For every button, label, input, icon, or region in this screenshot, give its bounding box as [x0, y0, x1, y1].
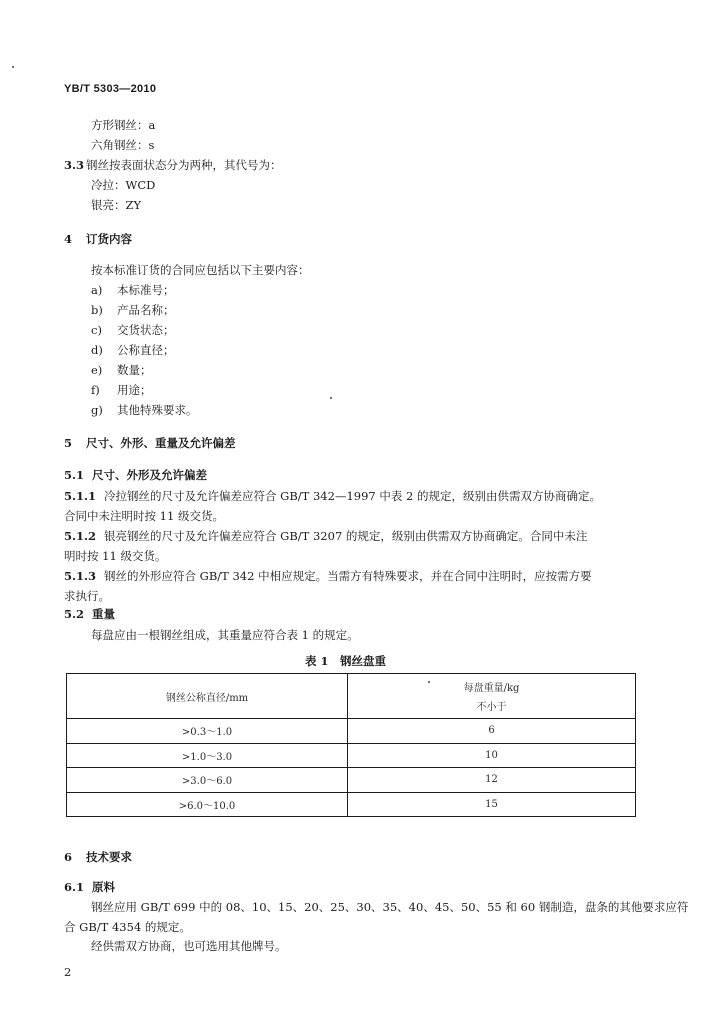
- table-row: [67, 792, 636, 817]
- coil-weight-table: [66, 673, 636, 817]
- clause-title: 尺寸、外形及允许偏差: [92, 468, 207, 482]
- document-code: YB/T 5303—2010: [64, 83, 157, 95]
- clause-5-1-3: [64, 569, 592, 584]
- section-number: 4: [64, 232, 73, 246]
- section-title: 技术要求: [86, 850, 132, 864]
- material-alternative: 经供需双方协商，也可选用其他牌号。: [91, 939, 287, 953]
- list-label: b): [91, 303, 103, 317]
- list-text: 其他特殊要求。: [117, 403, 198, 417]
- clause-5-1-1-cont: 合同中未注明时按 11 级交货。: [64, 509, 224, 523]
- list-text: 数量；: [117, 363, 152, 377]
- clause-text: 钢丝的外形应符合 GB/T 342 中相应规定。当需方有特殊要求，并在合同中注明时，应按需方要: [104, 569, 592, 583]
- table-header-row: [67, 674, 636, 719]
- diameter-cell: >1.0～3.0: [67, 743, 348, 768]
- column-header-sub: 不小于: [476, 702, 507, 713]
- section-title: 订货内容: [86, 232, 132, 246]
- list-item: [91, 403, 198, 418]
- list-item: [91, 363, 152, 378]
- clause-5-1-2-cont: 明时按 11 级交货。: [64, 549, 167, 563]
- weight-requirement: 每盘应由一根钢丝组成，其重量应符合表 1 的规定。: [91, 628, 359, 642]
- weight-cell: 15: [348, 792, 636, 817]
- column-header-title: 每盘重量/kg: [463, 683, 520, 694]
- section-number: 6: [64, 850, 73, 864]
- surface-code-bright: 银亮：ZY: [91, 198, 142, 212]
- shape-code-square: 方形钢丝：a: [91, 118, 156, 132]
- list-label: a): [91, 283, 103, 297]
- clause-5-1-2: [64, 529, 587, 544]
- list-label: d): [91, 343, 103, 357]
- list-item: [91, 283, 175, 298]
- clause-text: 冷拉钢丝的尺寸及允许偏差应符合 GB/T 342—1997 中表 2 的规定，级别由供需双方协商确定。: [104, 489, 601, 503]
- list-text: 产品名称；: [117, 303, 175, 317]
- table-row: [67, 768, 636, 793]
- scan-speck: [428, 681, 430, 683]
- diameter-cell: >0.3～1.0: [67, 719, 348, 744]
- section-title: 尺寸、外形、重量及允许偏差: [86, 436, 236, 450]
- clause-number: 3.3: [64, 158, 85, 172]
- clause-number: 5.1.3: [64, 569, 97, 583]
- list-label: e): [91, 363, 103, 377]
- clause-text: 钢丝按表面状态分为两种，其代号为：: [86, 158, 282, 172]
- page-number: 2: [64, 965, 72, 979]
- column-header: 钢丝公称直径/mm: [67, 674, 348, 719]
- table-row: [67, 719, 636, 744]
- diameter-cell: >6.0～10.0: [67, 792, 348, 817]
- list-label: c): [91, 323, 102, 337]
- table-row: [67, 743, 636, 768]
- column-header: [348, 674, 636, 719]
- section-6-heading: [64, 850, 132, 865]
- scan-speck: [330, 397, 332, 399]
- list-item: [91, 323, 175, 338]
- material-requirement: 钢丝应用 GB/T 699 中的 08、10、15、20、25、30、35、40、45、50、55 和 60 钢制造，盘条的其他要求应符: [91, 900, 689, 914]
- list-text: 公称直径；: [117, 343, 175, 357]
- section-4-heading: [64, 232, 132, 247]
- diameter-cell: >3.0～6.0: [67, 768, 348, 793]
- list-label: f): [91, 383, 100, 397]
- clause-6-1-heading: [64, 880, 115, 895]
- clause-number: 5.1: [64, 468, 85, 482]
- section-5-heading: [64, 436, 236, 451]
- clause-3-3: [64, 158, 282, 173]
- table-caption: 表 1 钢丝盘重: [305, 654, 387, 668]
- shape-code-hexagon: 六角钢丝：s: [91, 138, 155, 152]
- material-requirement-cont: 合 GB/T 4354 的规定。: [64, 920, 191, 934]
- list-text: 交货状态；: [117, 323, 175, 337]
- order-intro: 按本标准订货的合同应包括以下主要内容：: [91, 263, 310, 277]
- weight-cell: 12: [348, 768, 636, 793]
- clause-5-1-heading: [64, 468, 207, 483]
- scan-speck: [12, 66, 14, 68]
- weight-cell: 10: [348, 743, 636, 768]
- list-item: [91, 343, 175, 358]
- list-text: 本标准号；: [117, 283, 175, 297]
- clause-5-1-1: [64, 489, 601, 504]
- section-number: 5: [64, 436, 73, 450]
- clause-title: 原料: [92, 880, 115, 894]
- weight-cell: 6: [348, 719, 636, 744]
- list-text: 用途；: [117, 383, 152, 397]
- clause-number: 5.1.2: [64, 529, 97, 543]
- clause-5-2-heading: [64, 607, 115, 622]
- surface-code-cold-drawn: 冷拉：WCD: [91, 178, 156, 192]
- clause-number: 5.1.1: [64, 489, 97, 503]
- clause-5-1-3-cont: 求执行。: [64, 589, 110, 603]
- list-item: [91, 383, 152, 398]
- list-item: [91, 303, 175, 318]
- clause-title: 重量: [92, 607, 115, 621]
- clause-text: 银亮钢丝的尺寸及允许偏差应符合 GB/T 3207 的规定，级别由供需双方协商确定。合同中未注: [104, 529, 588, 543]
- clause-number: 5.2: [64, 607, 85, 621]
- clause-number: 6.1: [64, 880, 85, 894]
- list-label: g): [91, 403, 103, 417]
